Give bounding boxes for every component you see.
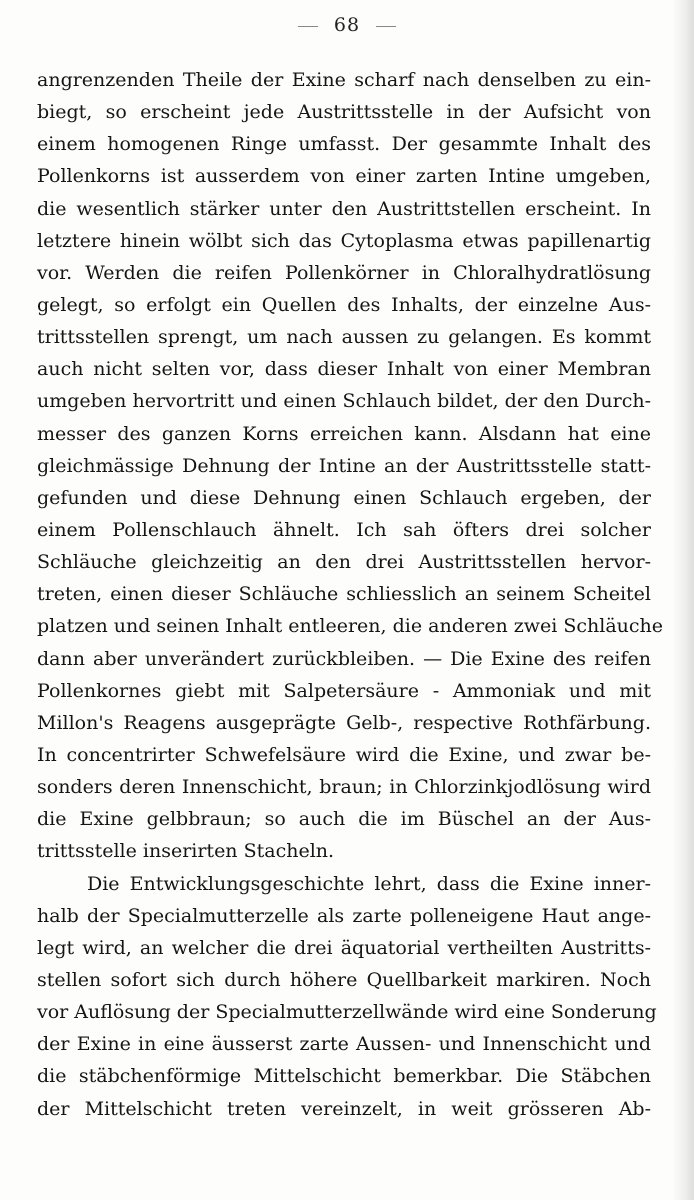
text-line: die stäbchenförmige Mittelschicht bemerkbar. Die Stäbchen xyxy=(37,1065,651,1088)
text-line: der Exine in eine äusserst zarte Aussen- und Innenschicht und xyxy=(37,1033,651,1056)
text-line: einem Pollenschlauch ähnelt. Ich sah öfters drei solcher xyxy=(37,518,651,541)
text-line: Millon's Reagens ausgeprägte Gelb-, respective Rothfärbung. xyxy=(37,711,651,734)
text-line: gleichmässige Dehnung der Intine an der Austrittsstelle statt- xyxy=(37,454,651,477)
text-line: In concentrirter Schwefelsäure wird die Exine, und zwar be- xyxy=(37,743,651,766)
text-line: stellen sofort sich durch höhere Quellbarkeit markiren. Noch xyxy=(37,968,651,991)
page-edge-shadow xyxy=(672,0,694,1200)
text-line: Schläuche gleichzeitig an den drei Austrittsstellen hervor- xyxy=(37,551,651,574)
text-line: sonders deren Innenschicht, braun; in Chlorzinkjodlösung wird xyxy=(37,776,651,799)
text-line: die wesentlich stärker unter den Austrittstellen erscheint. In xyxy=(37,197,651,220)
text-line: gefunden und diese Dehnung einen Schlauch ergeben, der xyxy=(37,486,651,509)
header-dash-left xyxy=(298,26,318,27)
text-line: einem homogenen Ringe umfasst. Der gesammte Inhalt des xyxy=(37,133,651,156)
text-line: trittsstellen sprengt, um nach aussen zu gelangen. Es kommt xyxy=(37,326,651,349)
text-line: Pollenkornes giebt mit Salpetersäure - Ammoniak und mit xyxy=(37,679,651,702)
text-line: auch nicht selten vor, dass dieser Inhalt von einer Membran xyxy=(37,358,651,381)
text-line: der Mittelschicht treten vereinzelt, in weit grösseren Ab- xyxy=(37,1097,651,1120)
paragraph-last-line: trittsstelle inserirten Stacheln. xyxy=(37,840,335,863)
text-line: angrenzenden Theile der Exine scharf nach denselben zu ein- xyxy=(37,69,651,91)
text-line: umgeben hervortritt und einen Schlauch bildet, der den Durch- xyxy=(37,390,651,413)
text-line: Pollenkorns ist ausserdem von einer zarten Intine umgeben, xyxy=(37,165,651,188)
text-line: die Exine gelbbraun; so auch die im Büschel an der Aus- xyxy=(37,808,651,831)
paragraph-first-line: Die Entwicklungsgeschichte lehrt, dass die Exine inner- xyxy=(87,872,651,895)
page-number: 68 xyxy=(333,14,361,36)
text-line: letztere hinein wölbt sich das Cytoplasma etwas papillenartig xyxy=(37,229,651,252)
text-line: dann aber unverändert zurückbleiben. — Die Exine des reifen xyxy=(37,647,651,670)
text-line: legt wird, an welcher die drei äquatorial vertheilten Austritts- xyxy=(37,936,651,959)
text-line: vor Auflösung der Specialmutterzellwände wird eine Sonderung xyxy=(37,1001,657,1024)
text-line: platzen und seinen Inhalt entleeren, die anderen zwei Schläuche xyxy=(37,615,664,638)
text-line: gelegt, so erfolgt ein Quellen des Inhalts, der einzelne Aus- xyxy=(37,293,651,316)
page-header xyxy=(0,14,694,36)
header-dash-right xyxy=(376,26,396,27)
text-line: messer des ganzen Korns erreichen kann. Alsdann hat eine xyxy=(37,422,651,445)
text-line: treten, einen dieser Schläuche schliesslich an seinem Scheitel xyxy=(37,583,651,606)
body-text xyxy=(37,64,664,1125)
text-line: vor. Werden die reifen Pollenkörner in Chloralhydratlösung xyxy=(37,261,651,284)
text-line: halb der Specialmutterzelle als zarte polleneigene Haut ange- xyxy=(37,904,651,927)
text-line: biegt, so erscheint jede Austrittsstelle in der Aufsicht von xyxy=(37,101,651,124)
